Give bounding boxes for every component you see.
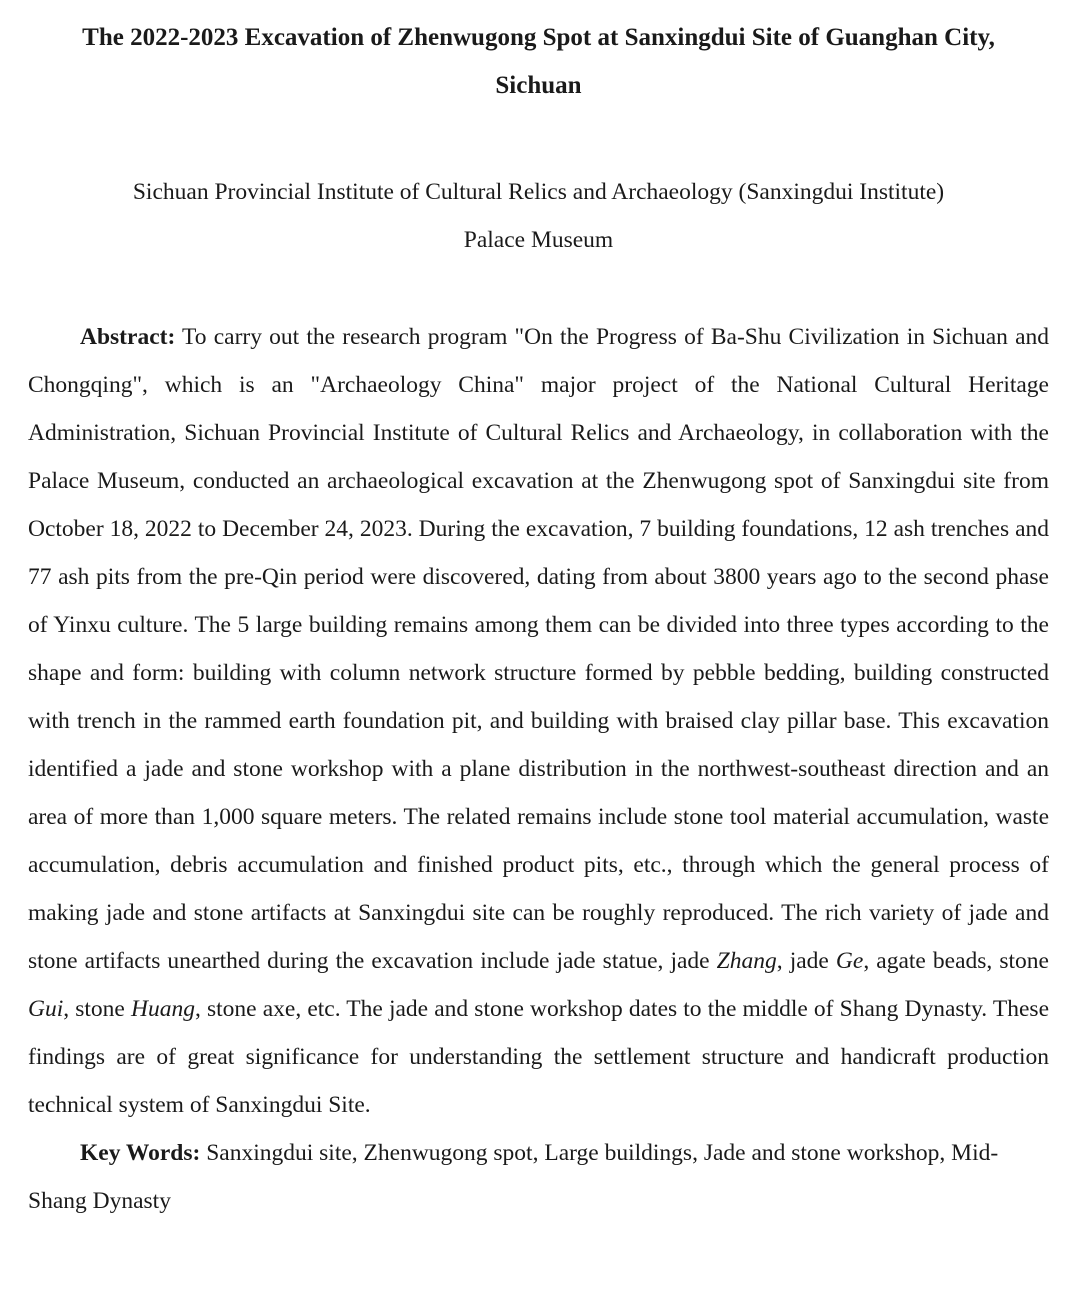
abstract-text-part-2: , jade (776, 948, 836, 974)
abstract-text-part-1: To carry out the research program "On the Progress of Ba-Shu Civilization in Sichuan and Chongqing", which is an "Archaeology China" major project of the National Cultural Heritage Administration, Sichuan Provincial Institute of Cultural Relics and Archaeology, in collaboration with the Palace Museum, conducted an archaeological excavation at the Zhenwugong spot of Sanxingdui site from October 18, 2022 to December 24, 2023. During the excavation, 7 building foundations, 12 ash trenches and 77 ash pits from the pre-Qin period were discovered, dating from about 3800 years ago to the second phase of Yinxu culture. The 5 large building remains among them can be divided into three types according to the shape and form: building with column network structure formed by pebble bedding, building constructed with trench in the rammed earth foundation pit, and building with braised clay pillar base. This excavation identified a jade and stone workshop with a plane distribution in the northwest-southeast direction and an area of more than 1,000 square meters. The related remains include stone tool material accumulation, waste accumulation, debris accumulation and finished product pits, etc., through which the general process of making jade and stone artifacts at Sanxingdui site can be roughly reproduced. The rich variety of jade and stone artifacts unearthed during the excavation include jade statue, jade (28, 324, 1049, 974)
term-ge: Ge (835, 948, 864, 974)
paper-title (28, 0, 1049, 110)
title-line-1: The 2022-2023 Excavation of Zhenwugong Spot at Sanxingdui Site of Guanghan City, (82, 24, 995, 51)
author-affiliations (28, 168, 1049, 264)
term-huang: Huang (131, 996, 195, 1022)
keywords-text: Sanxingdui site, Zhenwugong spot, Large buildings, Jade and stone workshop, Mid-Shang Dynasty (28, 1140, 999, 1214)
abstract-paragraph (28, 313, 1049, 1129)
title-line-2: Sichuan (495, 72, 582, 99)
keywords-label: Key Words: (80, 1140, 201, 1166)
abstract-text-part-3: , agate beads, stone (863, 948, 1049, 974)
abstract-text-part-4: , stone (63, 996, 131, 1022)
term-gui: Gui (28, 996, 64, 1022)
keywords-paragraph (28, 1129, 1049, 1225)
affiliation-palace-museum: Palace Museum (463, 227, 614, 253)
term-zhang: Zhang (716, 948, 777, 974)
abstract-text-part-5: , stone axe, etc. The jade and stone workshop dates to the middle of Shang Dynasty. These findings are of great significance for understanding the settlement structure and handicraft production technical system of Sanxingdui Site. (28, 996, 1050, 1118)
affiliation-sichuan-institute: Sichuan Provincial Institute of Cultural Relics and Archaeology (Sanxingdui Institute) (132, 179, 945, 205)
abstract-label: Abstract: (80, 324, 176, 350)
